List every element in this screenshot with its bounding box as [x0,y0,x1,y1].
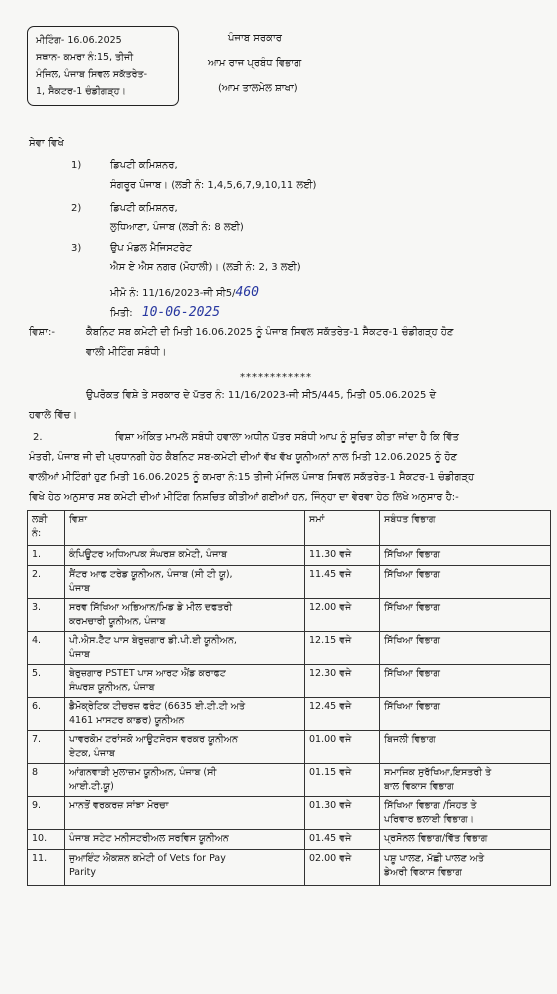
para2-line3: ਵਾਲੀਆਂ ਮੀਟਿੰਗਾਂ ਹੁਣ ਮਿਤੀ 16.06.2025 ਨੂੰ ਕਮਰਾ ਨੰ:15 ਤੀਜੀ ਮੰਜਿਲ ਪੰਜਾਬ ਸਿਵਲ ਸਕੱਤਰੇਤ-1 ਸੈਕਟਰ-1 ਚੰਡੀਗੜ੍ਹ [29,472,475,483]
header-branch: (ਆਮ ਤਾਲਮੇਲ ਸ਼ਾਖਾ) [218,83,298,94]
row-serial: 6. [28,698,65,731]
row-department: ਸਿੱਖਿਆ ਵਿਭਾਗ [380,665,551,698]
row-subject: ਜੁਆਇੰਟ ਐਕਸ਼ਨ ਕਮੇਟੀ of Vets for Pay Parity [65,850,305,886]
meeting-venue-line1: ਸਥਾਨ- ਕਮਰਾ ਨੰ:15, ਤੀਜੀ [36,52,134,63]
row-time: 11.30 ਵਜੇ [305,546,380,566]
row-time: 12.15 ਵਜੇ [305,632,380,665]
row-serial: 3. [28,599,65,632]
row-subject: ਸੈਂਟਰ ਆਫ ਟਰੇਡ ਯੂਨੀਅਨ, ਪੰਜਾਬ (ਸੀ ਟੀ ਯੂ), ਪੰਜਾਬ [65,566,305,599]
row-department: ਸਿੱਖਿਆ ਵਿਭਾਗ [380,632,551,665]
date-prefix: ਮਿਤੀ: [110,308,133,319]
table-row [28,698,551,731]
row-department: ਸਿੱਖਿਆ ਵਿਭਾਗ [380,566,551,599]
header-serial: ਲੜੀ ਨੰ: [28,511,65,546]
addressee-2-number: 2) [71,203,82,214]
row-department: ਸਮਾਜਿਕ ਸੁਰੱਖਿਆ,ਇਸਤਰੀ ਤੇ ਬਾਲ ਵਿਕਾਸ ਵਿਭਾਗ [380,764,551,797]
para2-number: 2. [33,432,43,443]
row-department: ਪਸ਼ੂ ਪਾਲਣ, ਮੱਛੀ ਪਾਲਣ ਅਤੇ ਡੇਅਰੀ ਵਿਕਾਸ ਵਿਭਾਗ [380,850,551,886]
addressee-1-number: 1) [71,160,82,171]
header-department: ਆਮ ਰਾਜ ਪ੍ਰਬੰਧ ਵਿਭਾਗ [208,58,302,69]
subject-label: ਵਿਸ਼ਾ:- [29,327,55,338]
memo-prefix: ਮੀਮੋ ਨੰ: 11/16/2023-ਜੀ ਸੀ5/ [110,288,236,299]
row-time: 12.30 ਵਜੇ [305,665,380,698]
row-serial: 8 [28,764,65,797]
addressee-3-number: 3) [71,243,82,254]
row-subject: ਬੇਰੁਜ਼ਗਾਰ PSTET ਪਾਸ ਆਰਟ ਐਂਡ ਕਰਾਫਟ ਸੰਘਰਸ਼ ਯੂਨੀਅਨ, ਪੰਜਾਬ [65,665,305,698]
row-department: ਸਿੱਖਿਆ ਵਿਭਾਗ [380,546,551,566]
row-serial: 7. [28,731,65,764]
para1-line2: ਹਵਾਲੇ ਵਿੱਚ। [29,410,78,421]
row-subject: ਪਾਵਰਕੋਮ ਟਰਾਂਸਕੋ ਆਊਟਸੋਰਸ ਵਰਕਰ ਯੂਨੀਅਨ ਏਟਕ, ਪੰਜਾਬ [65,731,305,764]
row-time: 01.30 ਵਜੇ [305,797,380,830]
addressee-2-title: ਡਿਪਟੀ ਕਮਿਸ਼ਨਰ, [110,203,178,214]
para2-line1: ਵਿਸ਼ਾ ਅੰਕਿਤ ਮਾਮਲੇ ਸਬੰਧੀ ਹਵਾਲਾ ਅਧੀਨ ਪੱਤਰ ਸਬੰਧੀ ਆਪ ਨੂੰ ਸੂਚਿਤ ਕੀਤਾ ਜਾਂਦਾ ਹੈ ਕਿ ਵਿੱਤ [115,432,459,443]
table-row [28,731,551,764]
row-serial: 5. [28,665,65,698]
row-serial: 4. [28,632,65,665]
para1-line1: ਉਪਰੋਕਤ ਵਿਸ਼ੇ ਤੇ ਸਰਕਾਰ ਦੇ ਪੱਤਰ ਨੰ: 11/16/2023-ਜੀ ਸੀ5/445, ਮਿਤੀ 05.06.2025 ਦੇ [86,390,437,401]
row-time: 01.45 ਵਜੇ [305,830,380,850]
meeting-info-box [27,26,179,106]
table-row [28,797,551,830]
row-department: ਬਿਜਲੀ ਵਿਭਾਗ [380,731,551,764]
row-subject: ਪੀ.ਐਸ.ਟੈੱਟ ਪਾਸ ਬੇਰੁਜ਼ਗਾਰ ਡੀ.ਪੀ.ਈ ਯੂਨੀਅਨ, ਪੰਜਾਬ [65,632,305,665]
para2-line4: ਵਿਖੇ ਹੇਠ ਅਨੁਸਾਰ ਸਬ ਕਮੇਟੀ ਦੀਆਂ ਮੀਟਿੰਗ ਨਿਸ਼ਚਿਤ ਕੀਤੀਆਂ ਗਈਆਂ ਹਨ, ਜਿੰਨ੍ਹਾ ਦਾ ਵੇਰਵਾ ਹੇਠ ਲਿਖੇ ਅਨੁਸਾਰ ਹੈ:- [29,492,459,503]
row-subject: ਆਂਗਨਵਾੜੀ ਮੁਲਾਜ਼ਮ ਯੂਨੀਅਨ, ਪੰਜਾਬ (ਸੀ ਆਈ.ਟੀ.ਯੂ) [65,764,305,797]
meeting-venue-line3: 1, ਸੈਕਟਰ-1 ਚੰਡੀਗੜ੍ਹ। [36,86,126,97]
header-subject: ਵਿਸ਼ਾ [65,511,305,546]
row-time: 12.00 ਵਜੇ [305,599,380,632]
meeting-venue-line2: ਮੰਜਿਲ, ਪੰਜਾਬ ਸਿਵਲ ਸਕੱਤਰੇਤ- [36,69,148,80]
row-time: 01.15 ਵਜੇ [305,764,380,797]
row-department: ਸਿੱਖਿਆ ਵਿਭਾਗ /ਸਿਹਤ ਤੇ ਪਰਿਵਾਰ ਭਲਾਈ ਵਿਭਾਗ। [380,797,551,830]
header-time: ਸਮਾਂ [305,511,380,546]
table-row [28,830,551,850]
table-row [28,546,551,566]
addressee-3-title: ਉਪ ਮੰਡਲ ਮੈਜਿਸਟਰੇਟ [110,243,192,254]
subject-separator: ************ [240,372,312,383]
addressee-3-location: ਐਸ ਏ ਐਸ ਨਗਰ (ਮੋਹਾਲੀ)। (ਲੜੀ ਨੰ: 2, 3 ਲਈ) [110,262,301,273]
date-handwritten: 10-06-2025 [141,305,221,320]
row-serial: 10. [28,830,65,850]
header-government: ਪੰਜਾਬ ਸਰਕਾਰ [228,33,282,44]
row-serial: 11. [28,850,65,886]
meeting-schedule-table [27,510,551,886]
table-row [28,764,551,797]
addressee-1-title: ਡਿਪਟੀ ਕਮਿਸ਼ਨਰ, [110,160,178,171]
row-time: 11.45 ਵਜੇ [305,566,380,599]
subject-line2: ਵਾਲੀ ਮੀਟਿੰਗ ਸਬੰਧੀ। [86,347,167,358]
row-subject: ਮਾਨਤੋਂ ਵਰਕਰਜ਼ ਸਾਂਝਾ ਮੋਰਚਾ [65,797,305,830]
memo-handwritten: 460 [235,285,259,300]
meeting-date: ਮੀਟਿੰਗ- 16.06.2025 [36,35,122,46]
subject-line1: ਕੈਬਨਿਟ ਸਬ ਕਮੇਟੀ ਦੀ ਮਿਤੀ 16.06.2025 ਨੂੰ ਪੰਜਾਬ ਸਿਵਲ ਸਕੱਤਰੇਤ-1 ਸੈਕਟਰ-1 ਚੰਡੀਗੜ੍ਹ ਹੋਣ [86,327,454,338]
row-subject: ਸਰਵ ਸਿੱਖਿਆ ਅਭਿਆਨ/ਮਿਡ ਡੇ ਮੀਲ ਦਫਤਰੀ ਕਰਮਚਾਰੀ ਯੂਨੀਅਨ, ਪੰਜਾਬ [65,599,305,632]
header-department: ਸਬੰਧਤ ਵਿਭਾਗ [380,511,551,546]
table-row [28,566,551,599]
row-time: 02.00 ਵਜੇ [305,850,380,886]
memo-date [110,305,220,320]
table-row [28,632,551,665]
row-time: 12.45 ਵਜੇ [305,698,380,731]
table-row [28,850,551,886]
table-row [28,665,551,698]
addressee-1-location: ਸੰਗਰੂਰ ਪੰਜਾਬ। (ਲੜੀ ਨੰ: 1,4,5,6,7,9,10,11 ਲਈ) [110,180,317,191]
table-header-row [28,511,551,546]
seva-vikhe: ਸੇਵਾ ਵਿਖੇ [29,138,64,149]
memo-number [110,285,259,300]
row-time: 01.00 ਵਜੇ [305,731,380,764]
row-department: ਪ੍ਰਸੋਨਲ ਵਿਭਾਗ/ਵਿੱਤ ਵਿਭਾਗ [380,830,551,850]
table-row [28,599,551,632]
para2-line2: ਮੰਤਰੀ, ਪੰਜਾਬ ਜੀ ਦੀ ਪ੍ਰਧਾਨਗੀ ਹੇਠ ਕੈਬਨਿਟ ਸਬ-ਕਮੇਟੀ ਦੀਆਂ ਵੱਖ ਵੱਖ ਯੂਨੀਅਨਾਂ ਨਾਲ ਮਿਤੀ 12.06.2025 ਨੂੰ ਹੋਣ [29,452,457,463]
row-department: ਸਿੱਖਿਆ ਵਿਭਾਗ [380,599,551,632]
row-subject: ਪੰਜਾਬ ਸਟੇਟ ਮਨੀਸਟਰੀਅਲ ਸਰਵਿਸ ਯੂਨੀਅਨ [65,830,305,850]
row-serial: 2. [28,566,65,599]
addressee-2-location: ਲੁਧਿਆਣਾ, ਪੰਜਾਬ (ਲੜੀ ਨੰ: 8 ਲਈ) [110,222,244,233]
row-subject: ਡੈਮੋਕ੍ਰੇਟਿਕ ਟੀਚਰਜ਼ ਫਰੰਟ (6635 ਈ.ਟੀ.ਟੀ ਅਤੇ 4161 ਮਾਸਟਰ ਕਾਡਰ) ਯੂਨੀਅਨ [65,698,305,731]
row-serial: 9. [28,797,65,830]
row-serial: 1. [28,546,65,566]
row-department: ਸਿੱਖਿਆ ਵਿਭਾਗ [380,698,551,731]
row-subject: ਕੰਪਿਊਟਰ ਅਧਿਆਪਕ ਸੰਘਰਸ਼ ਕਮੇਟੀ, ਪੰਜਾਬ [65,546,305,566]
